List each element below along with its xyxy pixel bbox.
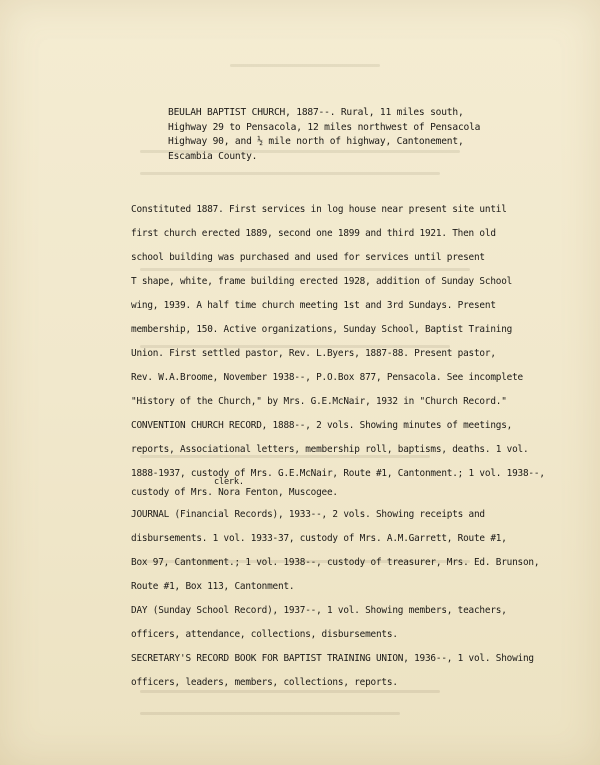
body-line: disbursements. 1 vol. 1933-37, custody of Mrs. A.M.Garrett, Route #1, [131, 533, 507, 544]
record-entry-convention: CONVENTION CHURCH RECORD, 1888--, 2 vols. Showing minutes of meetings, [131, 420, 513, 431]
church-heading [168, 106, 548, 164]
body-line: T shape, white, frame building erected 1928, addition of Sunday School [131, 276, 513, 287]
record-entry-secretary: SECRETARY'S RECORD BOOK FOR BAPTIST TRAINING UNION, 1936--, 1 vol. Showing [131, 653, 534, 664]
body-line: school building was purchased and used for services until present [131, 252, 485, 263]
body-line: Rev. W.A.Broome, November 1938--, P.O.Box 877, Pensacola. See incomplete [131, 372, 523, 383]
record-entry-journal: JOURNAL (Financial Records), 1933--, 2 vols. Showing receipts and [131, 509, 485, 520]
body-line: custody of Mrs. Nora Fenton, Muscogee. [131, 487, 338, 498]
body-line: Route #1, Box 113, Cantonment. [131, 581, 295, 592]
body-line: Constituted 1887. First services in log house near present site until [131, 204, 507, 215]
heading-line: BEULAH BAPTIST CHURCH, 1887--. Rural, 11 miles south, [168, 107, 464, 118]
heading-line: Escambia County. [168, 150, 258, 162]
body-line: first church erected 1889, second one 1899 and third 1921. Then old [131, 228, 496, 239]
record-entry-day: DAY (Sunday School Record), 1937--, 1 vol. Showing members, teachers, [131, 605, 507, 616]
body-line: officers, leaders, members, collections, reports. [131, 677, 398, 688]
heading-line: Highway 90, and ½ mile north of highway, Cantonement, [168, 136, 464, 147]
body-line: membership, 150. Active organizations, Sunday School, Baptist Training [131, 324, 513, 335]
body-line: officers, attendance, collections, disbursements. [131, 629, 398, 640]
body-line: Union. First settled pastor, Rev. L.Byers, 1887-88. Present pastor, [131, 348, 496, 359]
body-line: wing, 1939. A half time church meeting 1st and 3rd Sundays. Present [131, 300, 496, 311]
heading-line: Highway 29 to Pensacola, 12 miles northwest of Pensacola [168, 121, 481, 133]
handwritten-insert: clerk. [214, 477, 244, 487]
body-line: Box 97, Cantonment.; 1 vol. 1938--, custody of treasurer, Mrs. Ed. Brunson, [131, 557, 540, 568]
body-line: 1888-1937, custody of Mrs. G.E.McNair, Route #1, Cantonment.; 1 vol. 1938--, [131, 468, 545, 479]
body-line: "History of the Church," by Mrs. G.E.McNair, 1932 in "Church Record." [131, 396, 507, 407]
body-line: reports, Associational letters, membership roll, baptisms, deaths. 1 vol. [131, 444, 529, 455]
